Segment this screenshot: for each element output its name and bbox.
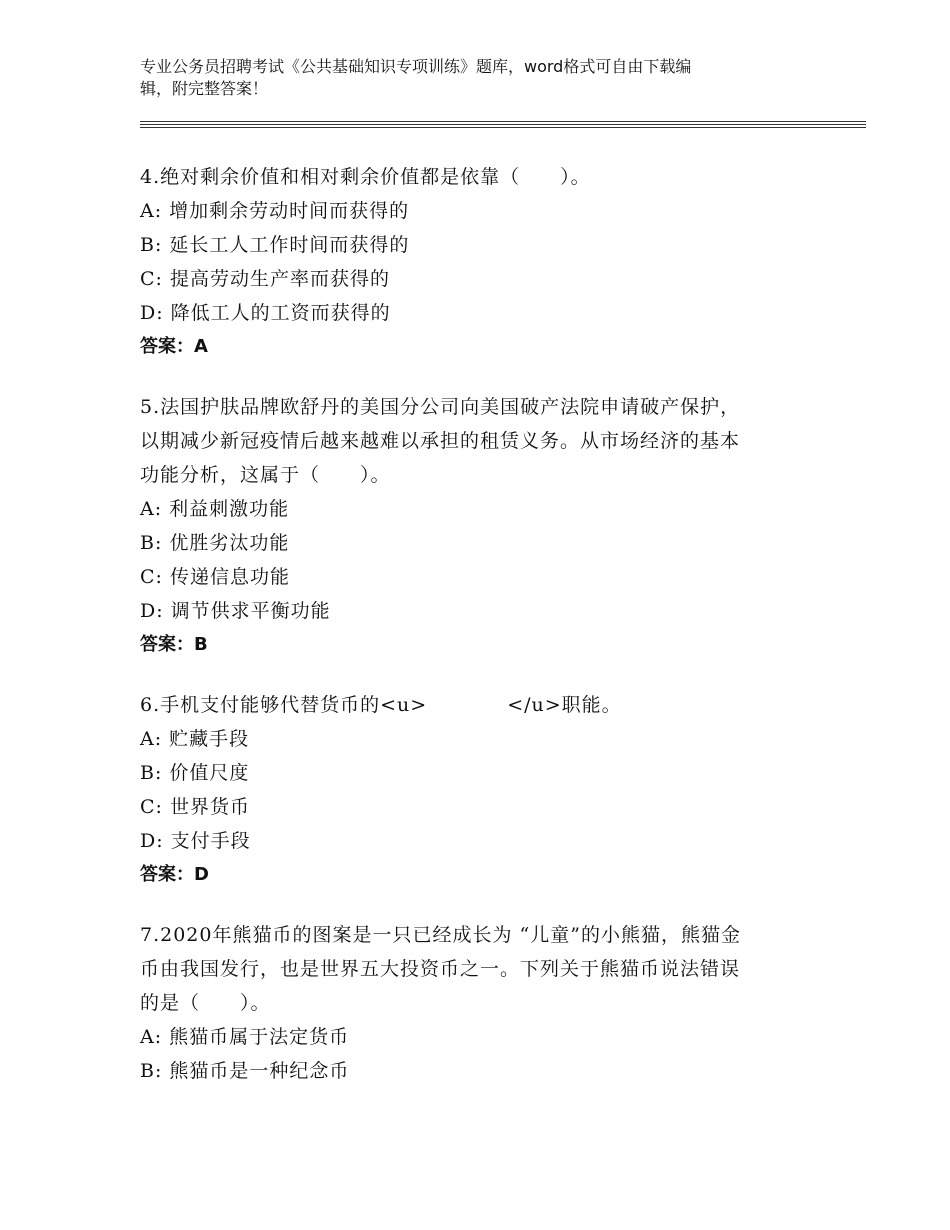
question-7 bbox=[140, 918, 840, 1088]
question-text: 5.法国护肤品牌欧舒丹的美国分公司向美国破产法院申请破产保护， bbox=[140, 396, 741, 418]
question-text: 6.手机支付能够代替货币的<u> </u>职能。 bbox=[140, 694, 622, 716]
option-b: B: 优胜劣汰功能 bbox=[140, 532, 290, 554]
option-c: C: 提高劳动生产率而获得的 bbox=[140, 268, 390, 290]
question-text: 功能分析，这属于（ ）。 bbox=[140, 464, 391, 486]
option-a: A: 贮藏手段 bbox=[140, 728, 250, 750]
header-line-1: 专业公务员招聘考试《公共基础知识专项训练》题库，word格式可自由下载编 bbox=[140, 57, 692, 76]
option-a: A: 利益刺激功能 bbox=[140, 498, 290, 520]
option-d: D: 支付手段 bbox=[140, 830, 251, 852]
answer-label: 答案：A bbox=[140, 336, 208, 357]
header-divider bbox=[140, 124, 866, 125]
option-b: B: 熊猫币是一种纪念币 bbox=[140, 1060, 350, 1082]
option-c: C: 世界货币 bbox=[140, 796, 250, 818]
option-a: A: 熊猫币属于法定货币 bbox=[140, 1026, 350, 1048]
question-text: 4.绝对剩余价值和相对剩余价值都是依靠（ ）。 bbox=[140, 166, 591, 188]
question-text: 以期减少新冠疫情后越来越难以承担的租赁义务。从市场经济的基本 bbox=[140, 430, 741, 452]
question-text: 7.2020年熊猫币的图案是一只已经成长为 “儿童”的小熊猫，熊猫金 bbox=[140, 924, 741, 946]
answer-label: 答案：D bbox=[140, 864, 209, 885]
header-line-2: 辑，附完整答案！ bbox=[140, 79, 269, 98]
question-text: 的是（ ）。 bbox=[140, 992, 271, 1014]
option-d: D: 降低工人的工资而获得的 bbox=[140, 302, 391, 324]
question-4 bbox=[140, 160, 840, 364]
header-divider bbox=[140, 127, 866, 128]
option-c: C: 传递信息功能 bbox=[140, 566, 290, 588]
document-header bbox=[140, 56, 800, 100]
option-b: B: 价值尺度 bbox=[140, 762, 250, 784]
question-list bbox=[140, 160, 840, 1114]
option-a: A: 增加剩余劳动时间而获得的 bbox=[140, 200, 410, 222]
question-5 bbox=[140, 390, 840, 662]
answer-label: 答案：B bbox=[140, 634, 208, 655]
question-6 bbox=[140, 688, 840, 892]
question-text: 币由我国发行，也是世界五大投资币之一。下列关于熊猫币说法错误 bbox=[140, 958, 741, 980]
option-b: B: 延长工人工作时间而获得的 bbox=[140, 234, 410, 256]
header-divider bbox=[140, 121, 866, 122]
option-d: D: 调节供求平衡功能 bbox=[140, 600, 331, 622]
